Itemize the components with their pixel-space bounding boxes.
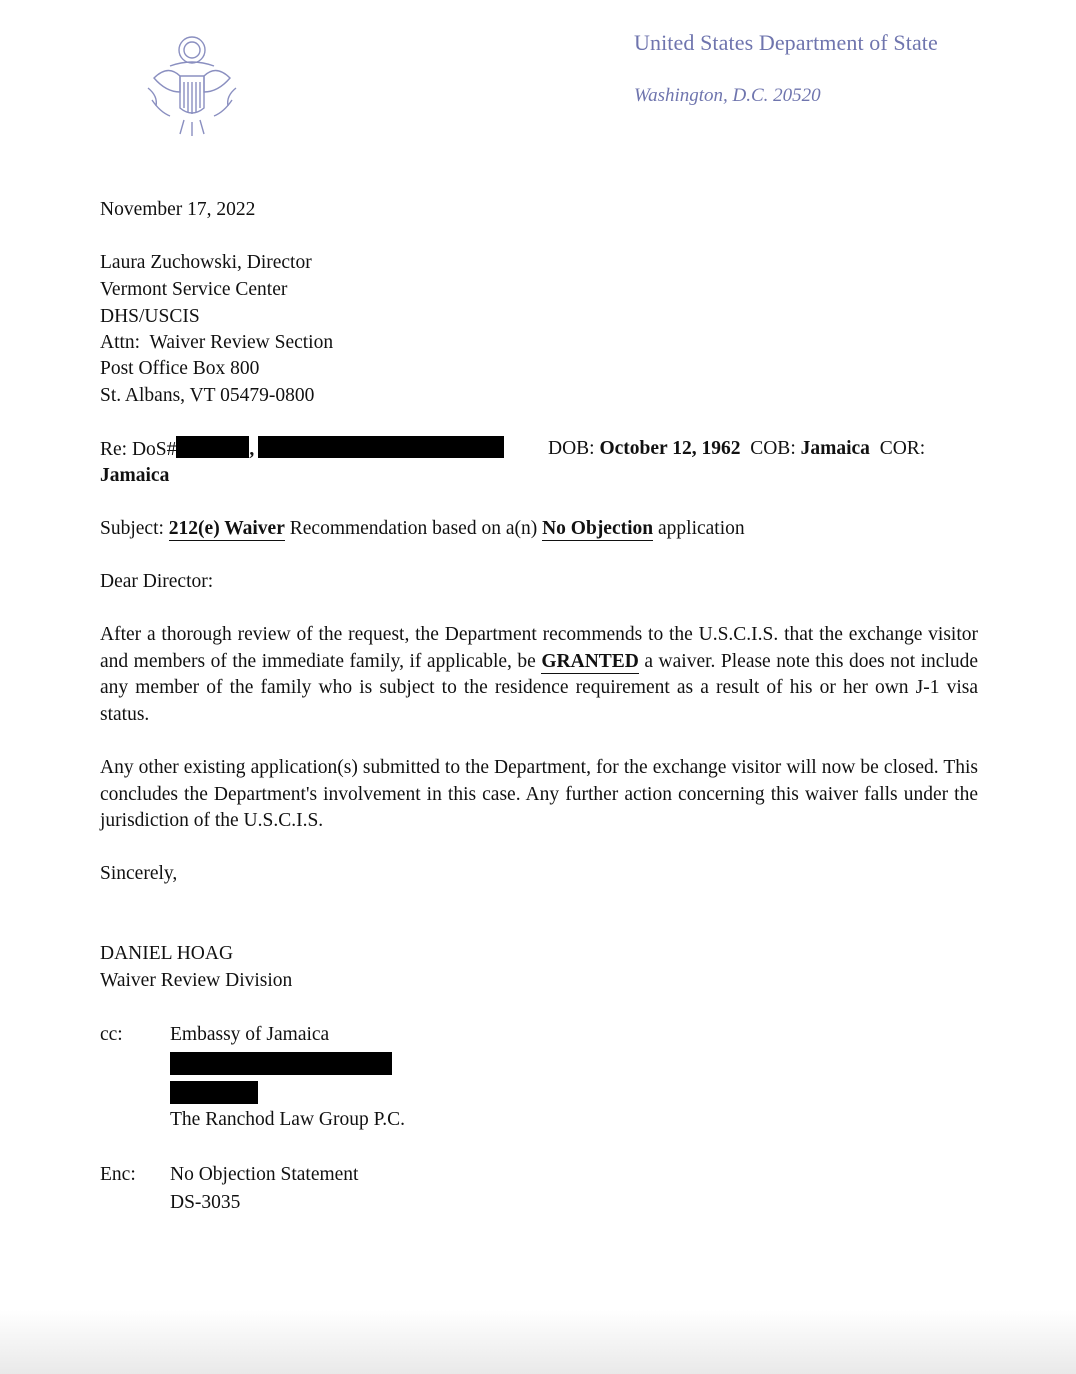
body-paragraph-2: Any other existing application(s) submitted to the Department, for the exchange visitor will now be closed. This concludes the Department's involvement in this case. Any further action concerning this waiver falls under the jurisdiction of the U.S.C.I.S.: [100, 757, 978, 831]
recipient-line-6: St. Albans, VT 05479-0800: [100, 385, 315, 406]
cc-item-embassy: Embassy of Jamaica: [170, 1024, 330, 1045]
cor-label: COR:: [879, 438, 926, 459]
enc-item-statement: No Objection Statement: [170, 1164, 359, 1185]
subject-waiver-type: 212(e) Waiver: [168, 518, 285, 539]
redaction-visitor-name: [258, 436, 504, 458]
subject-end: application: [658, 518, 745, 539]
recipient-line-1: Laura Zuchowski, Director: [100, 252, 312, 273]
body-paragraph-1: [100, 622, 978, 728]
granted-text: GRANTED: [541, 650, 639, 672]
redaction-cc-line-2: [170, 1052, 392, 1075]
letterhead-department: United States Department of State: [634, 30, 938, 55]
page-bottom-shadow: [0, 1310, 1076, 1374]
state-department-seal-icon: [140, 30, 244, 140]
body1-part2: a waiver. Please note this does not include any member of the family who is subject to the residence requirement as a result of his or her own J-1 visa status.: [100, 650, 979, 725]
redaction-cc-line-3: [170, 1081, 258, 1104]
signer-name: DANIEL HOAG: [100, 943, 234, 964]
enc-label: Enc:: [100, 1164, 136, 1185]
signer-division: Waiver Review Division: [100, 970, 293, 991]
dob-label: DOB:: [548, 438, 595, 459]
re-line: [100, 436, 504, 464]
recipient-line-3: DHS/USCIS: [100, 306, 200, 327]
recipient-line-4: Attn: Waiver Review Section: [100, 332, 334, 353]
enc-item-form: DS-3035: [170, 1192, 241, 1213]
subject-middle: Recommendation based on a(n): [289, 518, 538, 539]
letterhead-city: Washington, D.C. 20520: [634, 85, 821, 106]
re-dob-cob-cor: [548, 436, 925, 463]
dob-value: October 12, 1962: [599, 438, 741, 459]
letter-date: November 17, 2022: [100, 199, 256, 220]
re-prefix: Re: DoS#: [100, 439, 177, 460]
cob-value: Jamaica: [800, 438, 870, 459]
salutation: Dear Director:: [100, 571, 214, 592]
redaction-dos-number: [176, 436, 249, 458]
cob-label: COB:: [750, 438, 796, 459]
cc-label: cc:: [100, 1024, 123, 1045]
cc-item-law-group: The Ranchod Law Group P.C.: [170, 1109, 406, 1130]
closing: Sincerely,: [100, 863, 178, 884]
body1-part1: After a thorough review of the request, the Department recommends to the U.S.C.I.S. that the exchange visitor and members of the immediate family, if applicable, be: [100, 624, 978, 672]
subject-label: Subject:: [100, 518, 164, 539]
subject-line: [100, 516, 745, 543]
recipient-line-2: Vermont Service Center: [100, 279, 288, 300]
recipient-line-5: Post Office Box 800: [100, 358, 260, 379]
cor-value: Jamaica: [100, 465, 170, 486]
re-comma: ,: [249, 439, 255, 460]
subject-application-type: No Objection: [542, 518, 654, 539]
